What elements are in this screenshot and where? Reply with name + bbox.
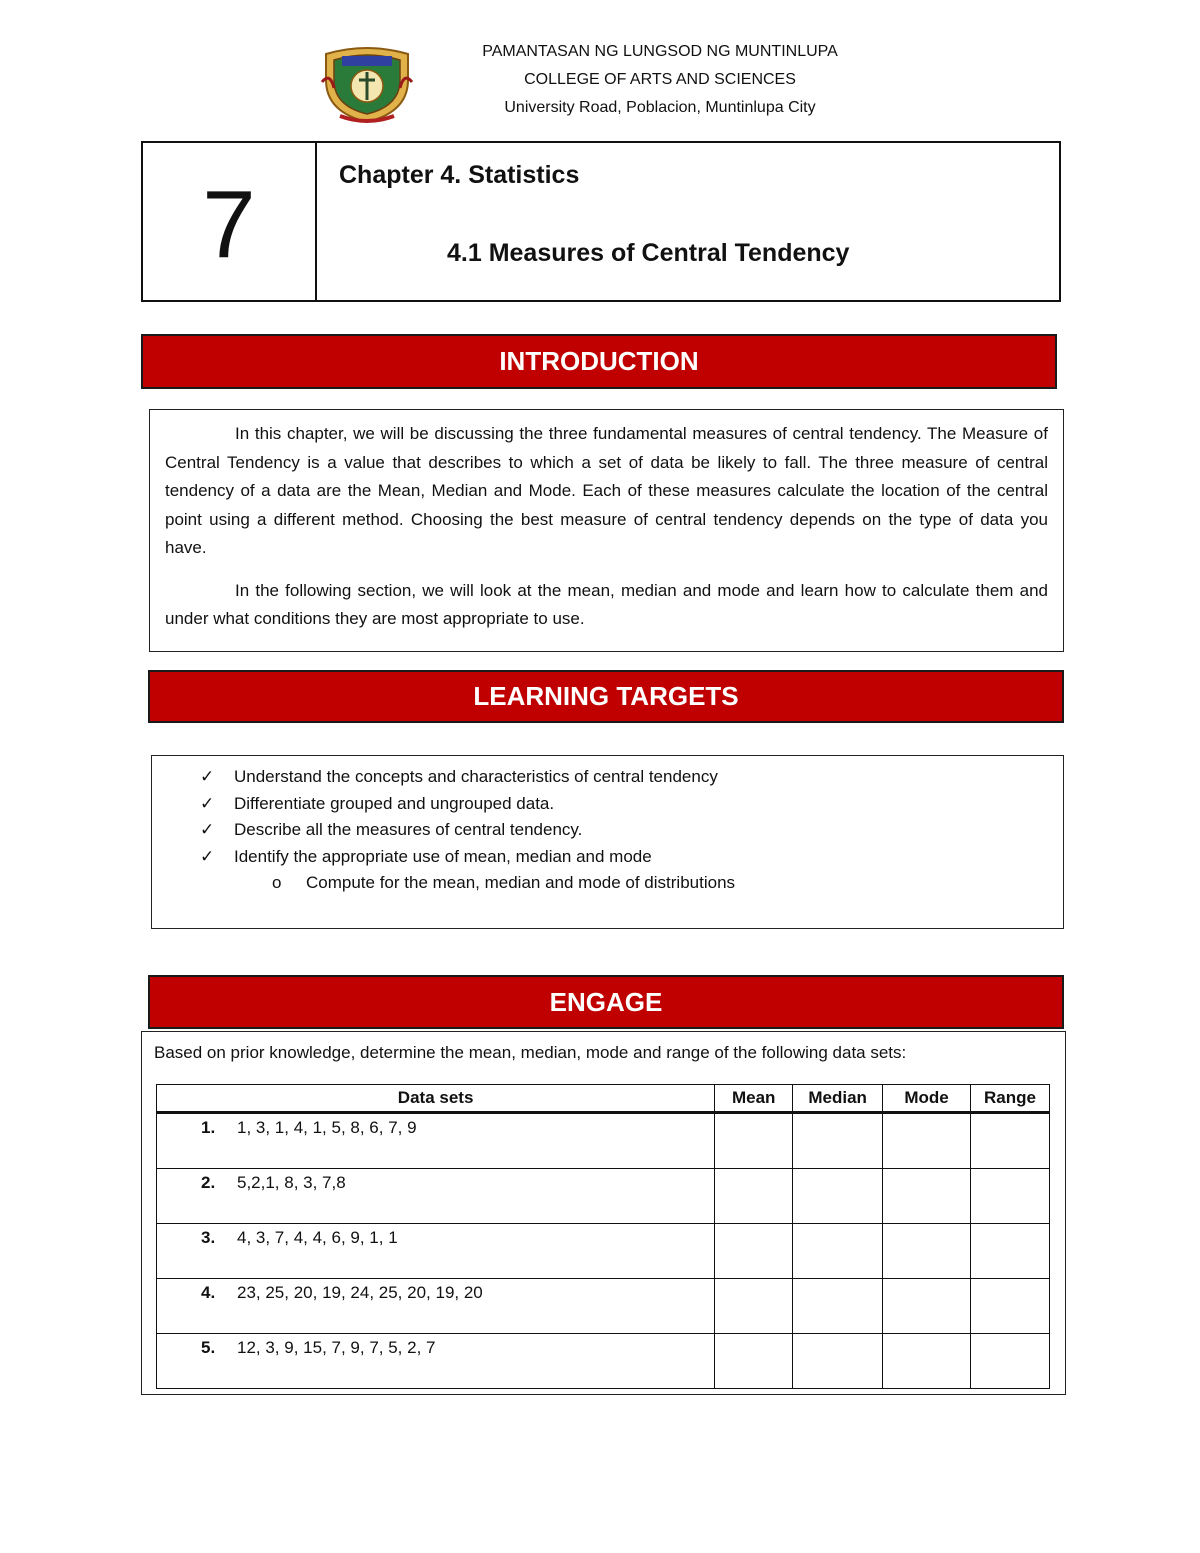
range-answer-cell[interactable] — [971, 1113, 1050, 1169]
mean-answer-cell[interactable] — [715, 1279, 793, 1334]
median-answer-cell[interactable] — [793, 1113, 883, 1169]
table-row — [157, 1334, 1050, 1389]
engage-banner: ENGAGE — [148, 975, 1064, 1029]
circle-bullet-icon: o — [272, 873, 282, 892]
target-item: ✓ Identify the appropriate use of mean, median and mode — [152, 844, 1063, 871]
target-item: ✓ Understand the concepts and characteristics of central tendency — [152, 764, 1063, 791]
intro-paragraph-1: In this chapter, we will be discussing the three fundamental measures of central tendency. The Measure of Central Tendency is a value that describes to which a set of data be likely to fall. The three measure of central tendency of a data are the Mean, Median and Mode. Each of these measures calculate the location of the central point using a different method. Choosing the best measure of central tendency depends on the type of data you have. — [165, 424, 1048, 557]
mean-answer-cell[interactable] — [715, 1113, 793, 1169]
chapter-box — [141, 141, 1061, 302]
column-header-mode: Mode — [883, 1085, 971, 1113]
data-set-cell: 1. 1, 3, 1, 4, 1, 5, 8, 6, 7, 9 — [157, 1113, 715, 1169]
learning-targets-box — [151, 755, 1064, 929]
table-row — [157, 1169, 1050, 1224]
median-answer-cell[interactable] — [793, 1334, 883, 1389]
mode-answer-cell[interactable] — [883, 1113, 971, 1169]
median-answer-cell[interactable] — [793, 1169, 883, 1224]
range-answer-cell[interactable] — [971, 1224, 1050, 1279]
table-row — [157, 1113, 1050, 1169]
introduction-box — [149, 409, 1064, 652]
mean-answer-cell[interactable] — [715, 1169, 793, 1224]
column-header-mean: Mean — [715, 1085, 793, 1113]
targets-list — [152, 764, 1063, 897]
table-row — [157, 1224, 1050, 1279]
table-row — [157, 1279, 1050, 1334]
data-sets-table — [156, 1084, 1050, 1389]
learning-targets-banner: LEARNING TARGETS — [148, 670, 1064, 723]
column-header-range: Range — [971, 1085, 1050, 1113]
chapter-titles — [317, 143, 1059, 300]
range-answer-cell[interactable] — [971, 1334, 1050, 1389]
chapter-title: Chapter 4. Statistics — [339, 161, 580, 189]
range-answer-cell[interactable] — [971, 1169, 1050, 1224]
range-answer-cell[interactable] — [971, 1279, 1050, 1334]
mean-answer-cell[interactable] — [715, 1224, 793, 1279]
data-set-cell: 2. 5,2,1, 8, 3, 7,8 — [157, 1169, 715, 1224]
data-set-cell: 5. 12, 3, 9, 15, 7, 9, 7, 5, 2, 7 — [157, 1334, 715, 1389]
checkmark-icon: ✓ — [200, 820, 215, 839]
column-header-data-sets: Data sets — [157, 1085, 715, 1113]
data-set-cell: 3. 4, 3, 7, 4, 4, 6, 9, 1, 1 — [157, 1224, 715, 1279]
target-item: ✓ Differentiate grouped and ungrouped data. — [152, 791, 1063, 818]
mode-answer-cell[interactable] — [883, 1224, 971, 1279]
mode-answer-cell[interactable] — [883, 1334, 971, 1389]
data-set-cell: 4. 23, 25, 20, 19, 24, 25, 20, 19, 20 — [157, 1279, 715, 1334]
intro-paragraph-2: In the following section, we will look at the mean, median and mode and learn how to calculate them and under what conditions they are most appropriate to use. — [165, 580, 1048, 628]
checkmark-icon: ✓ — [200, 846, 215, 866]
median-answer-cell[interactable] — [793, 1224, 883, 1279]
engage-prompt: Based on prior knowledge, determine the mean, median, mode and range of the following data sets: — [154, 1043, 907, 1062]
header-text — [400, 38, 920, 122]
mode-answer-cell[interactable] — [883, 1169, 971, 1224]
introduction-banner: INTRODUCTION — [141, 334, 1057, 389]
chapter-number: 7 — [143, 143, 317, 300]
table-header-row — [157, 1085, 1050, 1113]
column-header-median: Median — [793, 1085, 883, 1113]
target-sub-item: o Compute for the mean, median and mode of distributions — [152, 870, 1063, 897]
target-item: ✓ Describe all the measures of central tendency. — [152, 817, 1063, 844]
checkmark-icon: ✓ — [200, 793, 215, 813]
address: University Road, Poblacion, Muntinlupa City — [504, 99, 816, 116]
university-name: PAMANTASAN NG LUNGSOD NG MUNTINLUPA — [482, 43, 838, 60]
college-name: COLLEGE OF ARTS AND SCIENCES — [524, 71, 796, 88]
mode-answer-cell[interactable] — [883, 1279, 971, 1334]
checkmark-icon: ✓ — [200, 767, 215, 786]
median-answer-cell[interactable] — [793, 1279, 883, 1334]
mean-answer-cell[interactable] — [715, 1334, 793, 1389]
section-title: 4.1 Measures of Central Tendency — [447, 239, 850, 267]
